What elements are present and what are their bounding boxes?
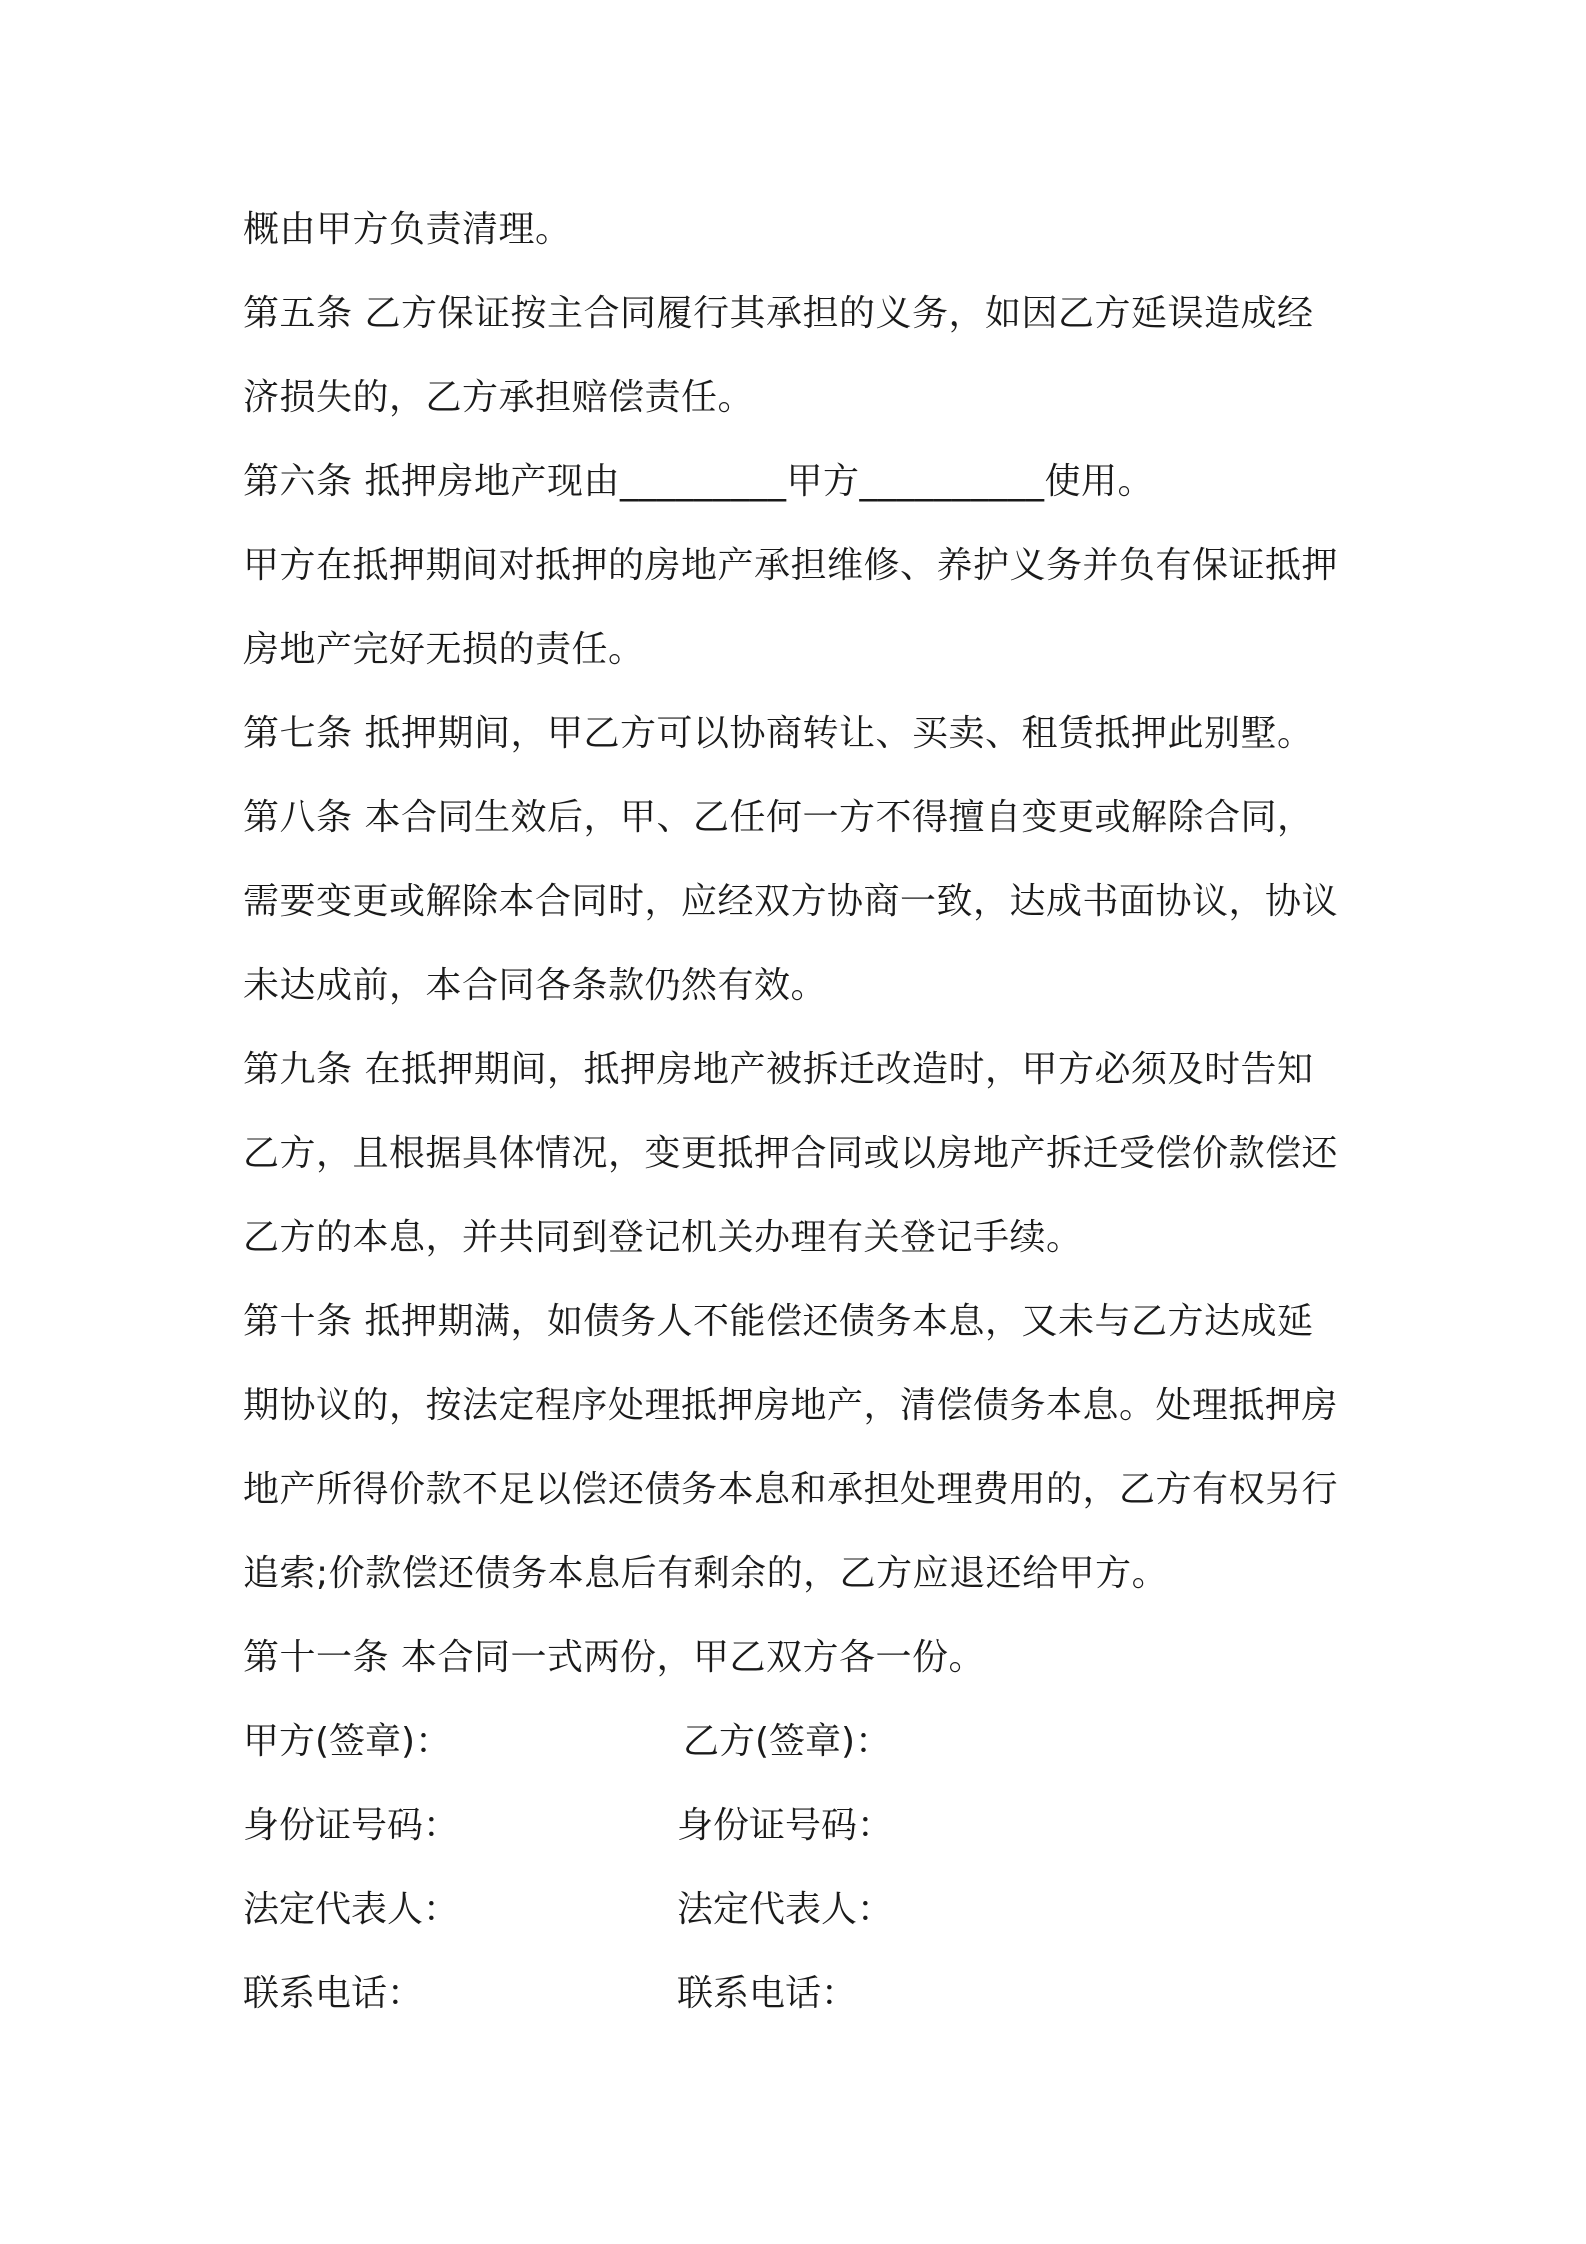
article-11-line: 第十一条 本合同一式两份，甲乙双方各一份。 xyxy=(243,1637,985,1678)
contract-line: 济损失的，乙方承担赔偿责任。 xyxy=(243,377,755,418)
contract-line: 地产所得价款不足以偿还债务本息和承担处理费用的，乙方有权另行 xyxy=(243,1469,1339,1510)
contract-line: 追索;价款偿还债务本息后有剩余的，乙方应退还给甲方。 xyxy=(243,1553,1169,1594)
contract-line: 未达成前，本合同各条款仍然有效。 xyxy=(243,965,828,1006)
contract-line: 乙方，且根据具体情况，变更抵押合同或以房地产拆迁受偿价款偿还 xyxy=(243,1133,1339,1174)
party-a-phone-label: 联系电话： xyxy=(243,1973,424,2014)
article-6-line: 第六条 抵押房地产现由_________甲方__________使用。 xyxy=(243,461,1154,502)
party-b-phone-label: 联系电话： xyxy=(677,1973,858,2014)
party-a-id-label: 身份证号码： xyxy=(243,1805,460,1846)
article-7-line: 第七条 抵押期间，甲乙方可以协商转让、买卖、租赁抵押此别墅。 xyxy=(243,713,1314,754)
contract-line: 甲方在抵押期间对抵押的房地产承担维修、养护义务并负有保证抵押 xyxy=(243,545,1339,586)
party-b-rep-label: 法定代表人： xyxy=(677,1889,894,1930)
phone-row xyxy=(243,1964,1363,2048)
contract-line: 房地产完好无损的责任。 xyxy=(243,629,645,670)
signature-row xyxy=(243,1712,1363,1796)
article-9-line: 第九条 在抵押期间，抵押房地产被拆迁改造时，甲方必须及时告知 xyxy=(243,1049,1314,1090)
contract-line: 乙方的本息，并共同到登记机关办理有关登记手续。 xyxy=(243,1217,1083,1258)
party-b-sign-label: 乙方(签章)： xyxy=(683,1721,892,1762)
contract-line: 需要变更或解除本合同时，应经双方协商一致，达成书面协议，协议 xyxy=(243,881,1339,922)
article-8-line: 第八条 本合同生效后，甲、乙任何一方不得擅自变更或解除合同， xyxy=(243,797,1314,838)
party-a-sign-label: 甲方(签章)： xyxy=(243,1721,452,1762)
party-a-rep-label: 法定代表人： xyxy=(243,1889,460,1930)
id-number-row xyxy=(243,1796,1363,1880)
contract-line: 概由甲方负责清理。 xyxy=(243,209,572,250)
contract-page xyxy=(243,200,1363,2048)
article-5-line: 第五条 乙方保证按主合同履行其承担的义务，如因乙方延误造成经 xyxy=(243,293,1314,334)
legal-rep-row xyxy=(243,1880,1363,1964)
article-10-line: 第十条 抵押期满，如债务人不能偿还债务本息，又未与乙方达成延 xyxy=(243,1301,1314,1342)
party-b-id-label: 身份证号码： xyxy=(677,1805,894,1846)
contract-line: 期协议的，按法定程序处理抵押房地产，清偿债务本息。处理抵押房 xyxy=(243,1385,1339,1426)
